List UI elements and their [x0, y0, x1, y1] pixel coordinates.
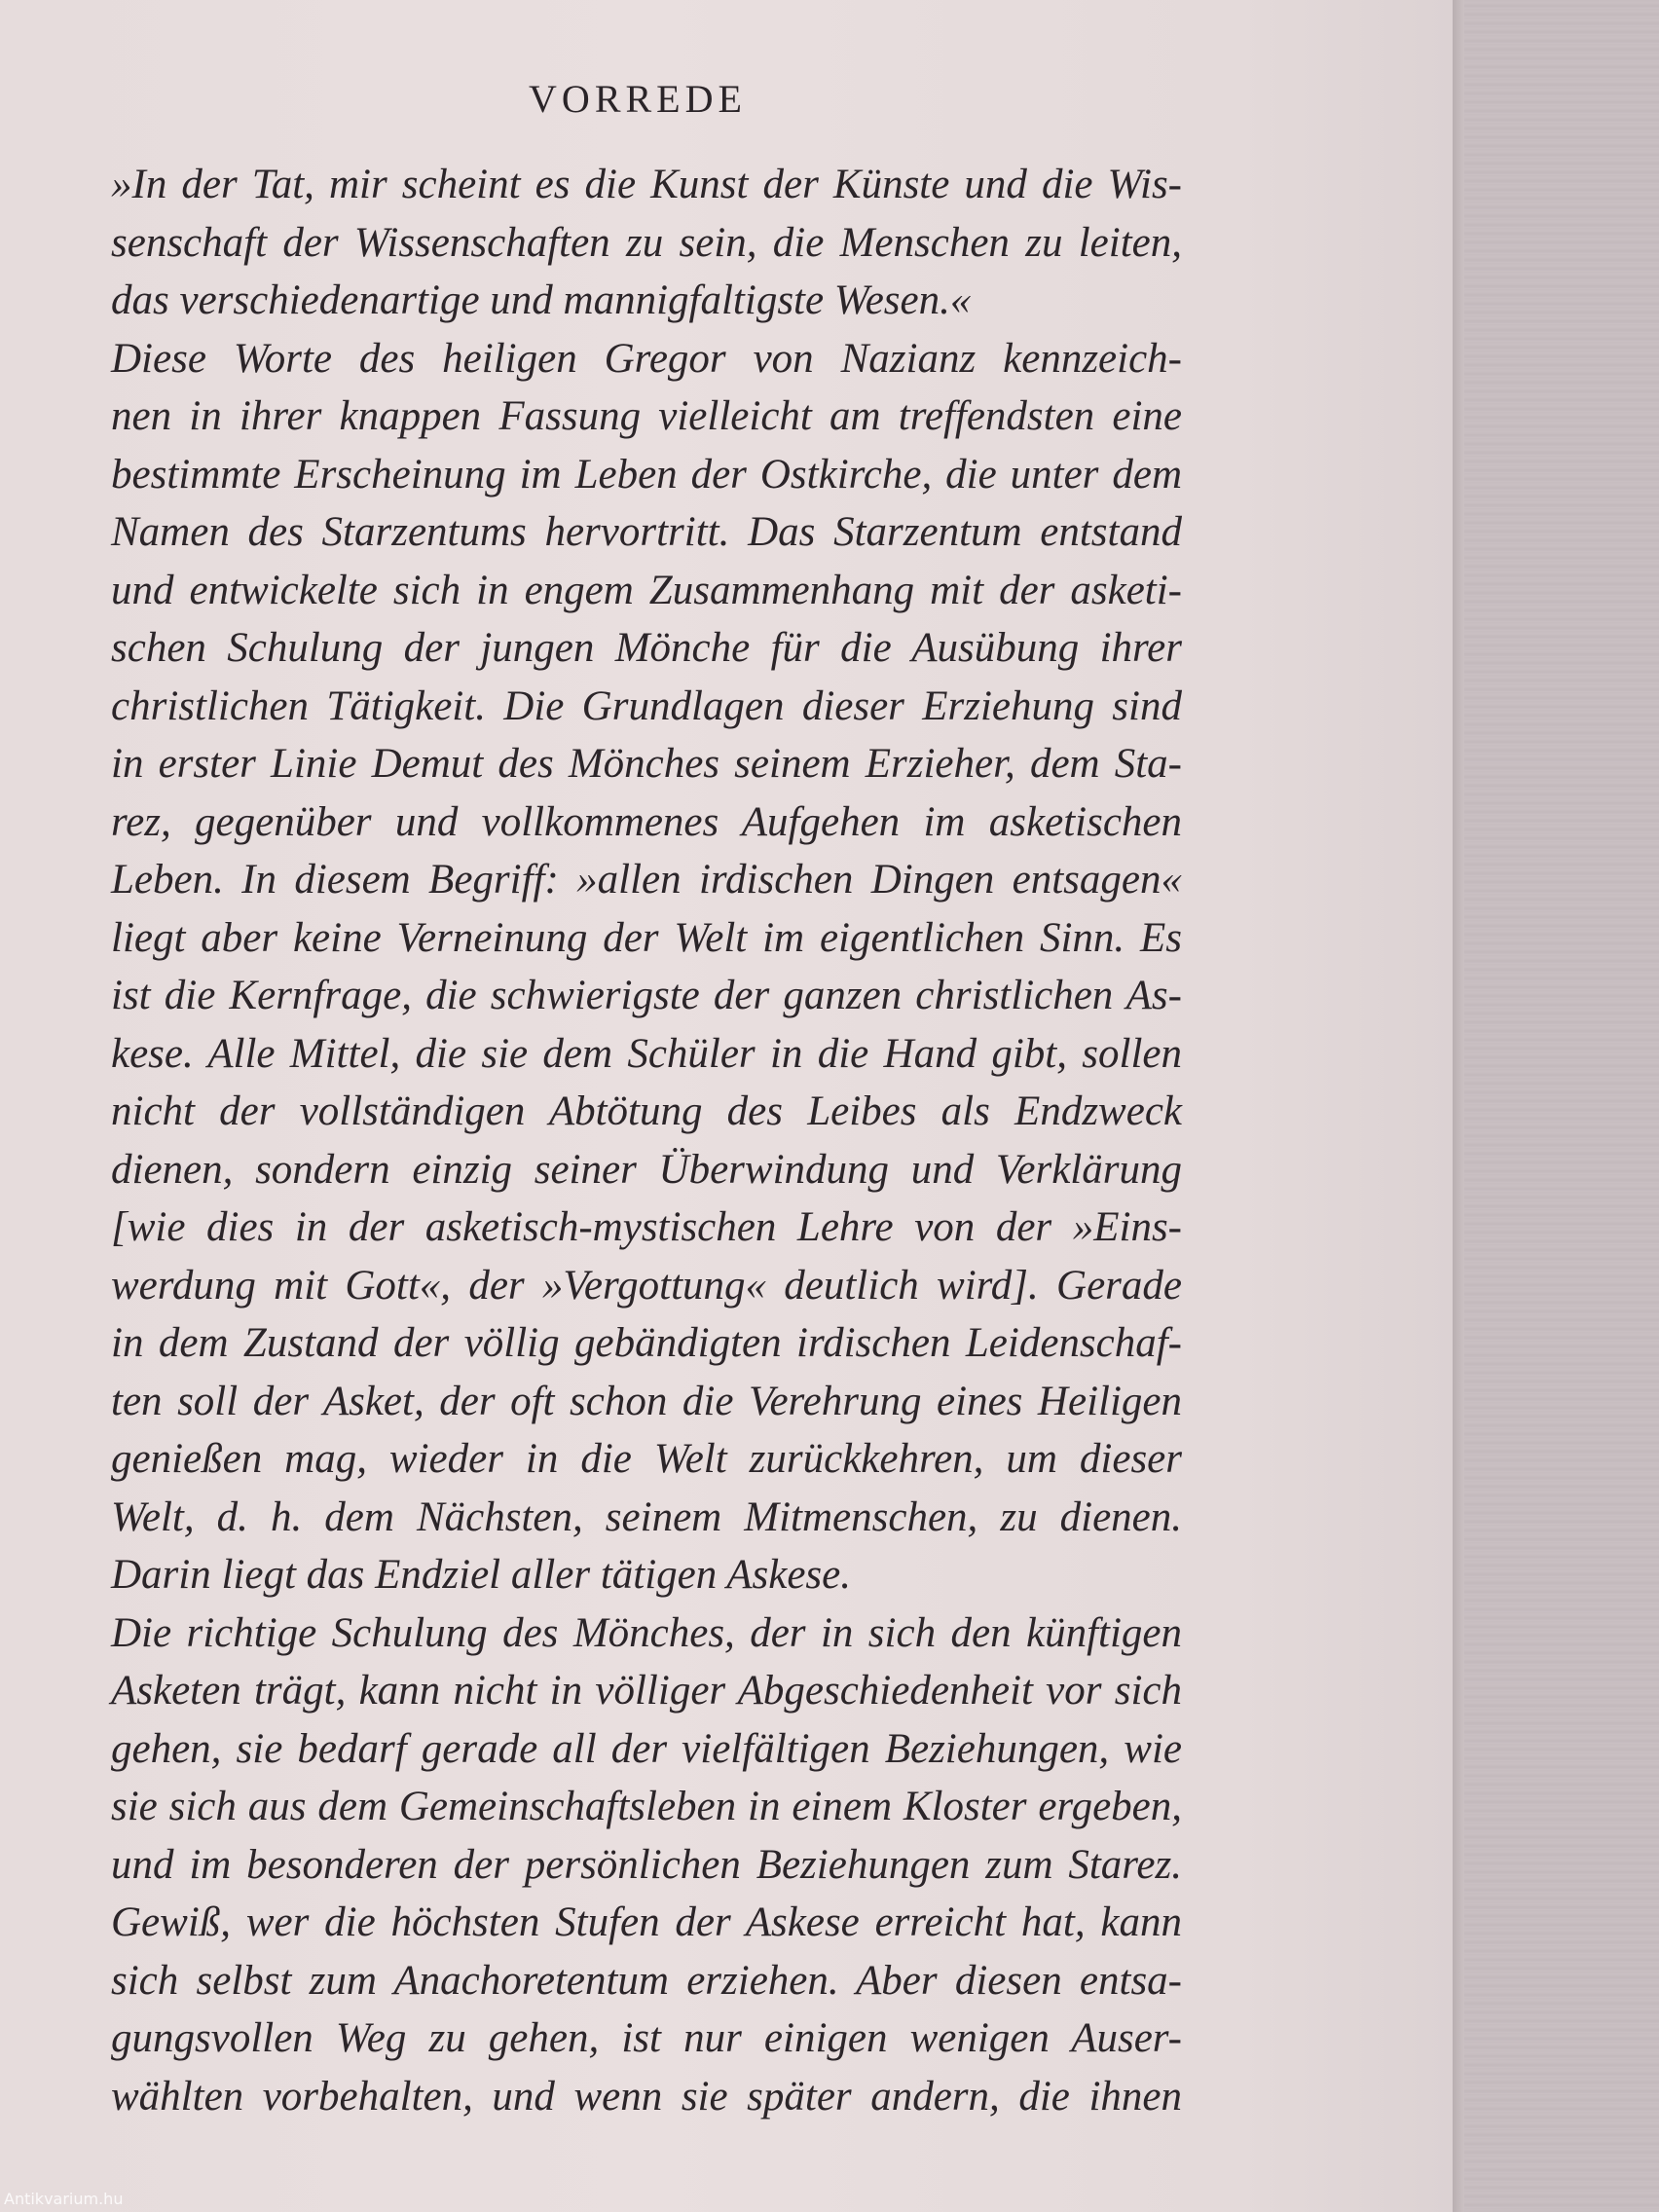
text-line: ist die Kernfrage, die schwierigste der ganzen christlichen As- [111, 973, 1182, 1018]
text-line: Asketen trägt, kann nicht in völliger Abgeschiedenheit vor sich [111, 1668, 1182, 1714]
text-line: dienen, sondern einzig seiner Überwindung und Verklärung [111, 1146, 1182, 1193]
running-head: VORREDE [529, 77, 747, 121]
text-line: gehen, sie bedarf gerade all der vielfältigen Beziehungen, wie [111, 1725, 1182, 1772]
text-line: liegt aber keine Verneinung der Welt im eigentlichen Sinn. Es [111, 914, 1182, 961]
text-line: »In der Tat, mir scheint es die Kunst der Künste und die Wis- [111, 162, 1182, 207]
text-line: sich selbst zum Anachoretentum erziehen. Aber diesen entsa- [111, 1957, 1182, 2004]
text-line: kese. Alle Mittel, die sie dem Schüler in die Hand gibt, sollen [111, 1030, 1182, 1077]
text-line: in dem Zustand der völlig gebändigten irdischen Leidenschaf- [111, 1320, 1182, 1366]
book-cover-board [1464, 0, 1659, 2212]
text-line: bestimmte Erscheinung im Leben der Ostkirche, die unter dem [111, 451, 1182, 498]
text-line: Darin liegt das Endziel aller tätigen Askese. [111, 1552, 851, 1598]
text-line: christlichen Tätigkeit. Die Grundlagen dieser Erziehung sind [111, 682, 1182, 729]
text-line: genießen mag, wieder in die Welt zurückkehren, um dieser [111, 1436, 1182, 1482]
text-line: ten soll der Asket, der oft schon die Verehrung eines Heiligen [111, 1378, 1182, 1424]
text-line: und entwickelte sich in engem Zusammenhang mit der asketi- [111, 567, 1182, 613]
text-line: nen in ihrer knappen Fassung vielleicht am treffendsten eine [111, 393, 1182, 439]
text-line: Leben. In diesem Begriff: »allen irdischen Dingen entsagen« [111, 857, 1182, 903]
text-line: in erster Linie Demut des Mönches seinem Erzieher, dem Sta- [111, 741, 1182, 787]
text-line: sie sich aus dem Gemeinschaftsleben in einem Kloster ergeben, [111, 1784, 1182, 1829]
body-text [111, 156, 1182, 2125]
text-line: nicht der vollständigen Abtötung des Leibes als Endzweck [111, 1088, 1182, 1134]
text-line: senschaft der Wissenschaften zu sein, die Menschen zu leiten, [111, 219, 1182, 266]
text-line: [wie dies in der asketisch-mystischen Lehre von der »Eins- [111, 1204, 1182, 1250]
page-edge [1453, 0, 1464, 2212]
text-line: Die richtige Schulung des Mönches, der in sich den künftigen [111, 1609, 1182, 1656]
text-line: Namen des Starzentums hervortritt. Das Starzentum entstand [111, 509, 1182, 555]
text-line: schen Schulung der jungen Mönche für die Ausübung ihrer [111, 625, 1182, 671]
watermark: Antikvarium.hu [4, 2190, 124, 2208]
text-line: das verschiedenartige und mannigfaltigste Wesen.« [111, 277, 972, 323]
text-line: werdung mit Gott«, der »Vergottung« deutlich wird]. Gerade [111, 1262, 1182, 1309]
text-line: wählten vorbehalten, und wenn sie später andern, die ihnen [111, 2073, 1182, 2120]
text-line: Gewiß, wer die höchsten Stufen der Askese erreicht hat, kann [111, 1899, 1182, 1945]
text-line: Welt, d. h. dem Nächsten, seinem Mitmenschen, zu dienen. [111, 1493, 1182, 1540]
text-line: und im besonderen der persönlichen Beziehungen zum Starez. [111, 1841, 1182, 1888]
text-line: gungsvollen Weg zu gehen, ist nur einigen wenigen Auser- [111, 2015, 1182, 2061]
text-line: rez, gegenüber und vollkommenes Aufgehen im asketischen [111, 798, 1182, 845]
text-line: Diese Worte des heiligen Gregor von Nazianz kennzeich- [111, 335, 1182, 382]
